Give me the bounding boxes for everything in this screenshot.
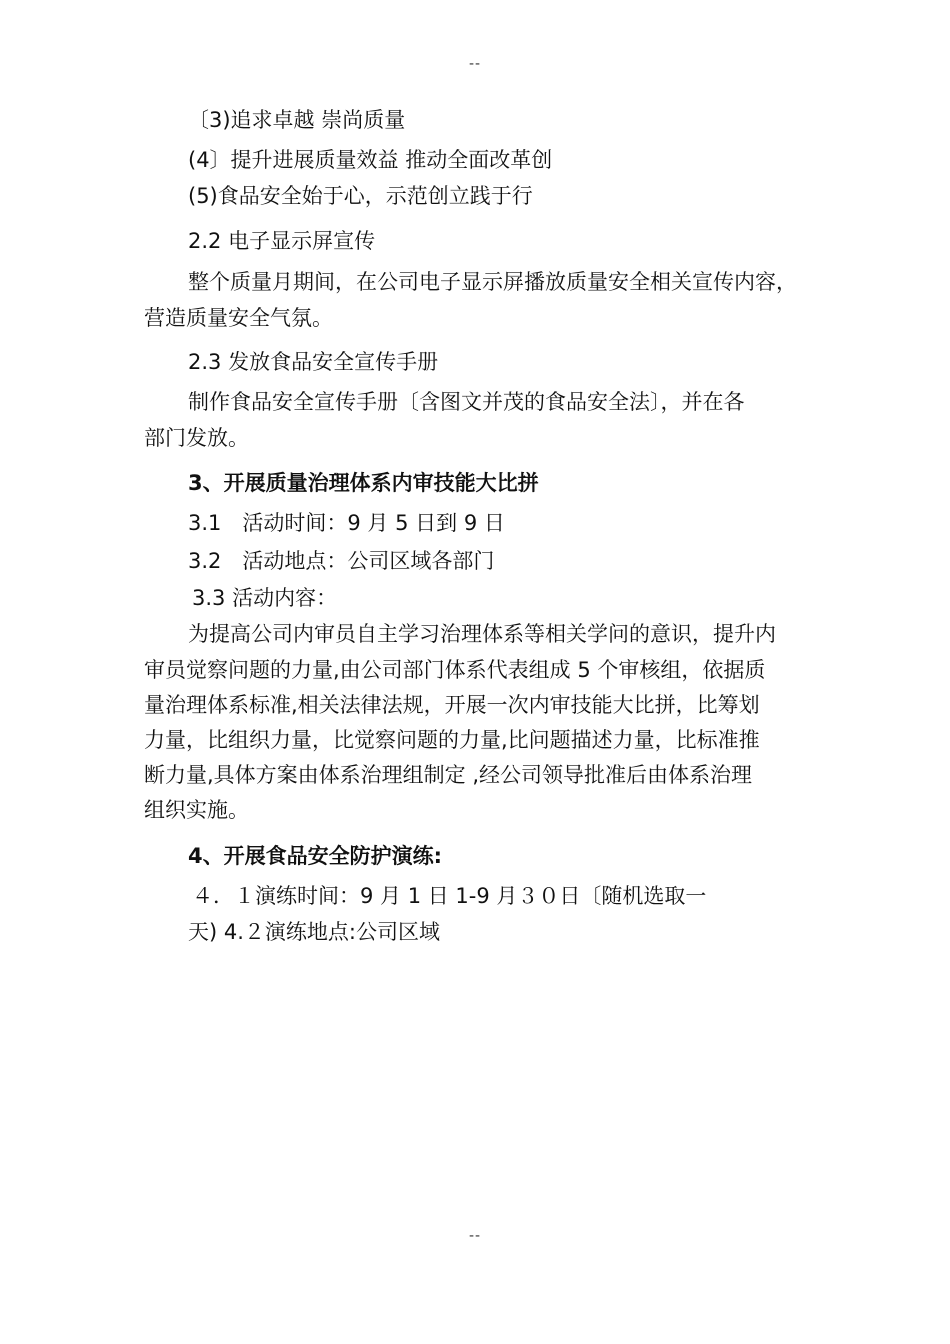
paragraph-line: 营造质量安全气氛。 [144,306,333,330]
activity-location: 3.2 活动地点：公司区域各部门 [188,549,495,573]
list-item-3: 〔3)追求卓越 崇尚质量 [188,108,406,132]
paragraph-line: 组织实施。 [144,798,249,822]
section-heading-2-2: 2.2 电子显示屏宣传 [188,229,376,253]
paragraph-line: 制作食品安全宣传手册〔含图文并茂的食品安全法〕，并在各 [188,390,745,414]
paragraph-line: 力量，比组织力量，比觉察问题的力量,比问题描述力量，比标准推 [144,728,760,752]
paragraph-line: 整个质量月期间，在公司电子显示屏播放质量安全相关宣传内容， [188,270,797,294]
paragraph-line: 量治理体系标准,相关法律法规，开展一次内审技能大比拼，比筹划 [144,693,760,717]
section-heading-3: 3、开展质量治理体系内审技能大比拼 [188,471,539,495]
section-heading-4: 4、开展食品安全防护演练: [188,844,443,868]
section-heading-2-3: 2.3 发放食品安全宣传手册 [188,350,439,374]
paragraph-line: 为提高公司内审员自主学习治理体系等相关学问的意识，提升内 [188,622,776,646]
paragraph-line: 断力量,具体方案由体系治理组制定 ,经公司领导批准后由体系治理 [144,763,753,787]
paragraph-line: 部门发放。 [144,426,249,450]
drill-time: ４．１演练时间：9 月 1 日 1-9 月３０日〔随机选取一 [192,884,707,908]
activity-time: 3.1 活动时间：9 月 5 日到 9 日 [188,511,505,535]
page-marker-top: -- [468,56,482,72]
activity-content-heading: 3.3 活动内容： [192,586,338,610]
paragraph-line: 审员觉察问题的力量,由公司部门体系代表组成 5 个审核组，依据质 [144,658,766,682]
page-marker-bottom: -- [468,1228,482,1244]
list-item-5: (5)食品安全始于心，示范创立践于行 [188,184,533,208]
drill-location: 天) 4.２演练地点:公司区域 [188,920,440,944]
list-item-4: (4〕提升进展质量效益 推动全面改革创 [188,148,553,172]
